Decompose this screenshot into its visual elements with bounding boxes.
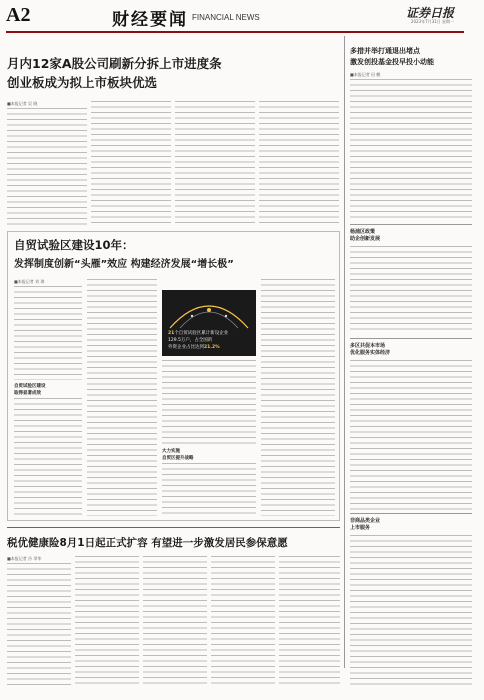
caption-percent: 21.2% xyxy=(204,345,220,350)
side-headline-3b: 优化服务实体经济 xyxy=(350,350,391,356)
side-headline-3a: 多区共促本市场 xyxy=(350,343,386,349)
side-body-4 xyxy=(350,535,472,685)
feature-col2 xyxy=(87,279,157,516)
bottom-headline: 税优健康险8月1日起正式扩容 有望进一步激发居民参保意愿 xyxy=(7,537,288,549)
lead-column-4 xyxy=(259,101,339,226)
side-byline-1: ■本报记者 田 鹏 xyxy=(350,72,381,77)
side-headline-2a: 杨浦区政策 xyxy=(350,229,376,235)
lead-headline-2: 创业板成为拟上市板块优选 xyxy=(7,75,158,90)
feature-subhead-4: 自贸区提升战略 xyxy=(162,456,194,461)
feature-headline-1: 自贸试验区建设10年： xyxy=(14,238,134,252)
feature-col1-b xyxy=(14,398,82,516)
paper-logo: 证券日报 xyxy=(405,6,454,20)
issue-date: 2023年7月31日 星期一 xyxy=(410,19,454,24)
side-body-3 xyxy=(350,360,472,510)
feature-subhead-3: 大力实施 xyxy=(162,449,180,454)
bottom-col-2 xyxy=(75,556,139,685)
feature-col3-b xyxy=(162,463,256,516)
bottom-col-3 xyxy=(143,556,207,685)
masthead-rule xyxy=(6,31,464,33)
lead-column-1 xyxy=(7,108,87,226)
side-headline-4b: 上市服务 xyxy=(350,525,371,531)
bottom-col-1 xyxy=(7,563,71,685)
page-number: A2 xyxy=(6,4,31,26)
side-divider-2 xyxy=(350,338,472,339)
lead-column-2 xyxy=(91,101,171,226)
side-divider-1 xyxy=(350,224,472,225)
side-divider-3 xyxy=(350,513,472,514)
lead-headline-1: 月内12家A股公司刷新分拆上市进度条 xyxy=(7,56,222,71)
globe-graphic xyxy=(162,290,256,330)
caption-line-3: 外资企业占比达到 xyxy=(168,345,204,350)
feature-byline: ■本报记者 刘 琪 xyxy=(14,279,45,284)
side-body-2 xyxy=(350,246,472,334)
feature-subhead-2: 取得显著成效 xyxy=(14,391,41,396)
lead-byline: ■本报记者 吴 晓 xyxy=(7,101,38,106)
caption-line-2: 129.5万户，占全国的 xyxy=(168,338,213,343)
feature-col4 xyxy=(261,279,335,516)
lead-column-3 xyxy=(175,101,255,226)
bottom-col-5 xyxy=(279,556,340,685)
feature-col1-a xyxy=(14,286,82,380)
feature-headline-2: 发挥制度创新“头雁”效应 构建经济发展“增长极” xyxy=(14,259,234,270)
caption-line-1: 个自贸试验区累计新设企业 xyxy=(174,331,229,336)
masthead xyxy=(6,4,478,30)
side-headline-1b: 激发创投基金投早投小动能 xyxy=(350,58,434,66)
side-body-1 xyxy=(350,79,472,221)
section-title: 财经要闻 xyxy=(112,10,188,30)
side-headline-4a: 非商品类企业 xyxy=(350,518,381,524)
side-headline-1a: 多措并举打通退出堵点 xyxy=(350,47,420,55)
section-title-en: FINANCIAL NEWS xyxy=(192,13,260,22)
column-divider xyxy=(344,36,345,668)
feature-col3-a xyxy=(162,360,256,444)
bottom-byline: ■本报记者 冷 翠华 xyxy=(7,556,42,561)
caption-number: 21 xyxy=(168,331,175,336)
bottom-col-4 xyxy=(211,556,275,685)
feature-subhead-1: 自贸试验区建设 xyxy=(14,384,46,389)
bottom-rule xyxy=(7,527,340,528)
side-headline-2b: 助企创新发展 xyxy=(350,236,381,242)
feature-graphic xyxy=(162,290,256,356)
